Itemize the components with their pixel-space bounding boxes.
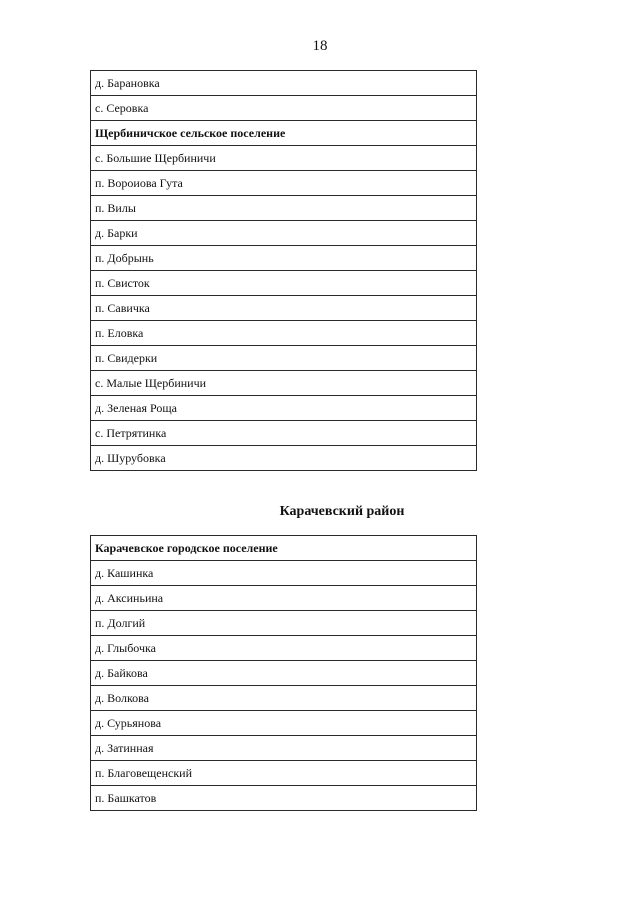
section-title-cell: Щербиничское сельское поселение	[91, 121, 477, 146]
table-section-row	[91, 536, 477, 561]
settlement-cell: д. Сурьянова	[91, 711, 477, 736]
settlement-cell: п. Башкатов	[91, 786, 477, 811]
settlement-cell: с. Петрятинка	[91, 421, 477, 446]
settlement-cell: п. Вилы	[91, 196, 477, 221]
settlement-cell: д. Волкова	[91, 686, 477, 711]
settlement-cell: д. Барки	[91, 221, 477, 246]
settlement-cell: д. Кашинка	[91, 561, 477, 586]
settlement-cell: д. Глыбочка	[91, 636, 477, 661]
table-row	[91, 611, 477, 636]
table-row	[91, 271, 477, 296]
settlement-cell: д. Барановка	[91, 71, 477, 96]
table-row	[91, 146, 477, 171]
settlements-table-2	[90, 535, 477, 811]
table-row	[91, 636, 477, 661]
section-heading: Карачевский район	[279, 504, 405, 519]
table-row	[91, 296, 477, 321]
table-row	[91, 396, 477, 421]
table-row	[91, 586, 477, 611]
settlement-cell: д. Зеленая Роща	[91, 396, 477, 421]
settlement-cell: с. Серовка	[91, 96, 477, 121]
settlement-cell: д. Аксиньина	[91, 586, 477, 611]
settlement-cell: п. Савичка	[91, 296, 477, 321]
table-row	[91, 761, 477, 786]
table-row	[91, 71, 477, 96]
table-row	[91, 421, 477, 446]
table-row	[91, 246, 477, 271]
settlement-cell: п. Еловка	[91, 321, 477, 346]
table-row	[91, 96, 477, 121]
settlement-cell: п. Свисток	[91, 271, 477, 296]
settlement-cell: д. Байкова	[91, 661, 477, 686]
table-row	[91, 321, 477, 346]
page-number: 18	[312, 38, 328, 54]
table-row	[91, 371, 477, 396]
settlement-cell: с. Малые Щербиничи	[91, 371, 477, 396]
table-row	[91, 736, 477, 761]
table-row	[91, 196, 477, 221]
table-row	[91, 446, 477, 471]
table-row	[91, 221, 477, 246]
section-title-cell: Карачевское городское поселение	[91, 536, 477, 561]
settlement-cell: с. Большие Щербиничи	[91, 146, 477, 171]
settlement-cell: д. Шурубовка	[91, 446, 477, 471]
settlements-table-1	[90, 70, 477, 471]
settlement-cell: п. Добрынь	[91, 246, 477, 271]
table-row	[91, 171, 477, 196]
table-row	[91, 561, 477, 586]
table-row	[91, 661, 477, 686]
settlement-cell: п. Благовещенский	[91, 761, 477, 786]
settlement-cell: п. Долгий	[91, 611, 477, 636]
table-section-row	[91, 121, 477, 146]
settlement-cell: д. Затинная	[91, 736, 477, 761]
table-row	[91, 711, 477, 736]
settlement-cell: п. Вороиова Гута	[91, 171, 477, 196]
settlement-cell: п. Свидерки	[91, 346, 477, 371]
table-row	[91, 686, 477, 711]
table-row	[91, 346, 477, 371]
table-row	[91, 786, 477, 811]
